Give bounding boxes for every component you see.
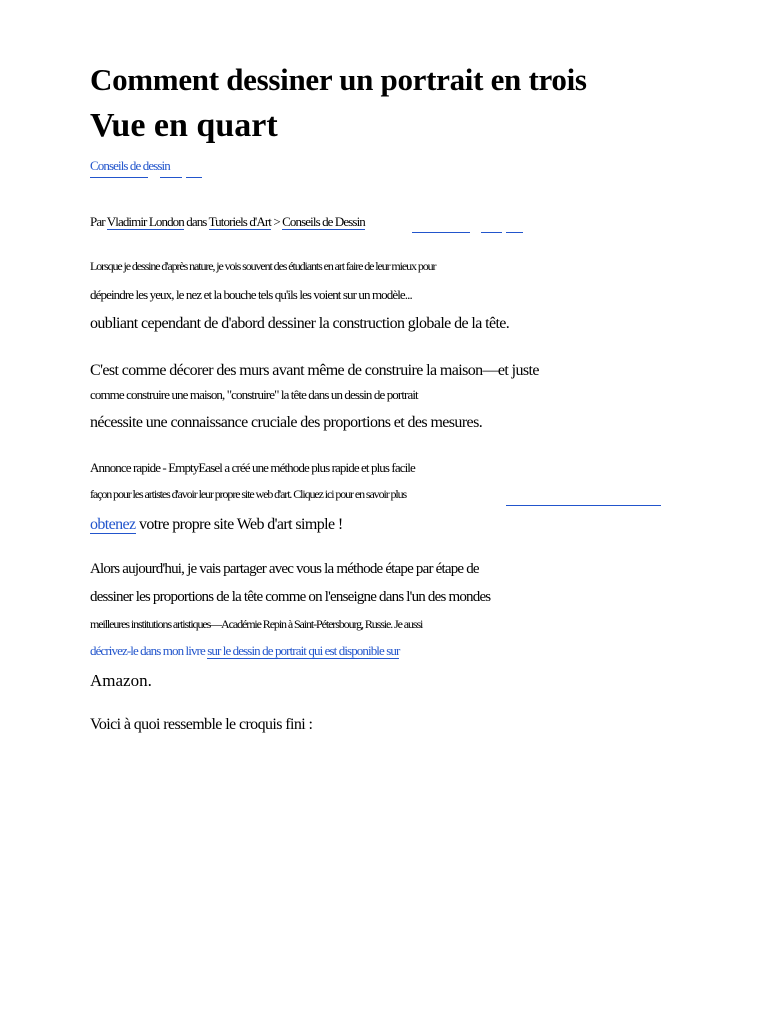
byline-middle: dans bbox=[183, 214, 209, 229]
book-link-part-3[interactable]: qui est disponible sur bbox=[306, 643, 400, 658]
article-title-line2: Vue en quart bbox=[90, 107, 278, 144]
book-link-part-1[interactable]: décrivez-le dans mon livre bbox=[90, 643, 208, 658]
paragraph-1-line-1: Lorsque je dessine d'après nature, je vois souvent des étudiants en art faire de leur mieux pour bbox=[90, 259, 436, 273]
paragraph-2-line-1: C'est comme décorer des murs avant même de construire la maison—et juste bbox=[90, 362, 539, 379]
category-underline bbox=[90, 177, 148, 178]
category-line bbox=[90, 158, 170, 174]
paragraph-2-line-2: comme construire une maison, "construire" la tête dans un dessin de portrait bbox=[90, 387, 418, 402]
paragraph-4-line-1: Alors aujourd'hui, je vais partager avec vous la méthode étape par étape de bbox=[90, 561, 479, 577]
learn-more-link-underline[interactable] bbox=[506, 505, 661, 506]
get-site-link[interactable]: obtenez bbox=[90, 516, 136, 533]
author-link[interactable]: Vladimir London bbox=[106, 214, 184, 229]
paragraph-4-line-5: Amazon. bbox=[90, 671, 152, 690]
link-underline-short[interactable] bbox=[160, 177, 182, 178]
category-link-tips[interactable]: Conseils de Dessin bbox=[282, 214, 365, 229]
link-underline-short[interactable] bbox=[506, 232, 523, 233]
book-link-part-2[interactable]: sur le dessin de portrait bbox=[207, 643, 307, 658]
byline bbox=[90, 214, 365, 230]
category-link-tutorials[interactable]: Tutoriels d'Art bbox=[208, 214, 271, 229]
paragraph-4-line-4 bbox=[90, 643, 399, 659]
link-underline[interactable] bbox=[412, 232, 470, 233]
category-link[interactable]: Conseils de dessin bbox=[90, 158, 170, 173]
paragraph-3-line-3 bbox=[90, 516, 343, 534]
paragraph-3-line-2: façon pour les artistes d'avoir leur propre site web d'art. Cliquez ici pour en savoir plus bbox=[90, 487, 407, 501]
paragraph-3-line-3-rest: votre propre site Web d'art simple ! bbox=[135, 516, 343, 533]
paragraph-1-line-3: oubliant cependant de d'abord dessiner la construction globale de la tête. bbox=[90, 315, 510, 332]
byline-prefix: Par bbox=[90, 214, 107, 229]
paragraph-5-line-1: Voici à quoi ressemble le croquis fini : bbox=[90, 716, 313, 733]
link-underline-short[interactable] bbox=[186, 177, 202, 178]
paragraph-2-line-3: nécessite une connaissance cruciale des proportions et des mesures. bbox=[90, 414, 483, 431]
paragraph-1-line-2: dépeindre les yeux, le nez et la bouche tels qu'ils les voient sur un modèle... bbox=[90, 287, 412, 302]
article-title-line1: Comment dessiner un portrait en trois bbox=[90, 62, 587, 97]
paragraph-4-line-2: dessiner les proportions de la tête comme on l'enseigne dans l'un des mondes bbox=[90, 589, 491, 605]
link-underline-short[interactable] bbox=[481, 232, 502, 233]
byline-separator: > bbox=[271, 214, 283, 229]
paragraph-4-line-3: meilleures institutions artistiques—Académie Repin à Saint-Pétersbourg, Russie. Je aussi bbox=[90, 617, 423, 631]
paragraph-3-line-1: Annonce rapide - EmptyEasel a créé une méthode plus rapide et plus facile bbox=[90, 460, 415, 475]
